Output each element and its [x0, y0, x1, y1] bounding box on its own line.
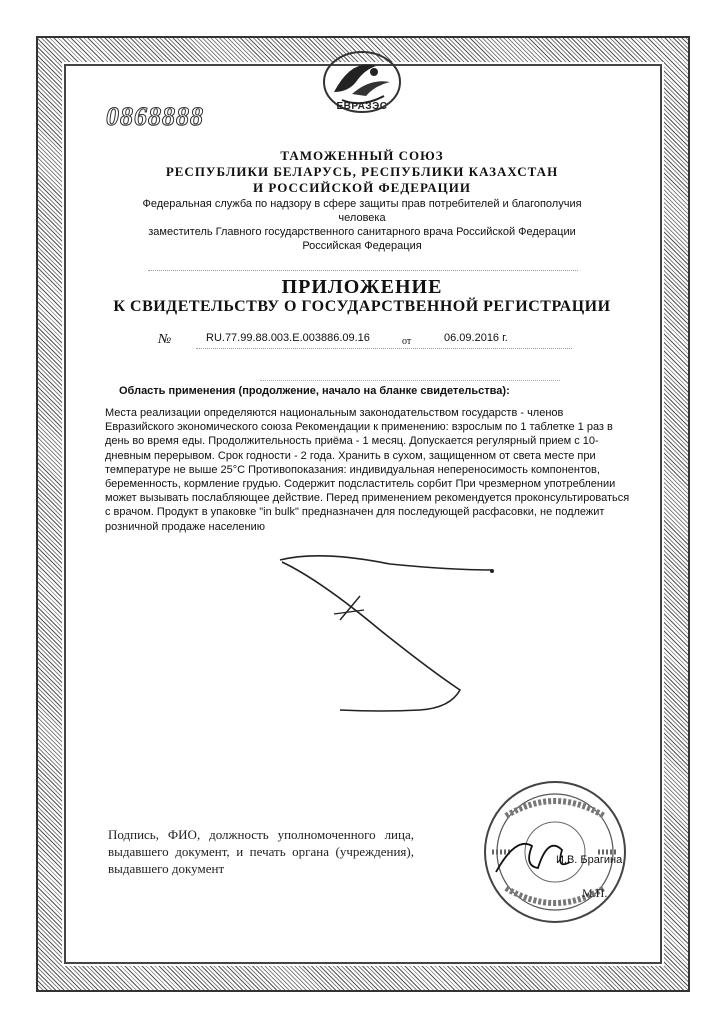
form-serial-number: 0868888	[106, 102, 204, 131]
signatory-name: И.В. Брагина	[556, 854, 623, 866]
registration-number: RU.77.99.88.003.E.003886.09.16	[206, 332, 370, 344]
union-members-line: РЕСПУБЛИКИ БЕЛАРУСЬ, РЕСПУБЛИКИ КАЗАХСТАН	[165, 164, 559, 179]
scope-section	[105, 384, 633, 534]
customs-union-title: ТАМОЖЕННЫЙ СОЮЗ	[280, 148, 444, 163]
registration-date: 06.09.2016 г.	[444, 332, 508, 344]
union-members-line-2: И РОССИЙСКОЙ ФЕДЕРАЦИИ	[253, 180, 471, 195]
scope-text: Места реализации определяются национальным законодательством государств - членов Евразийского экономического союза Рекомендации к применению: взрослым по 1 таблетке 1 раз в день во время еды. Продолжительность приёма - 1 месяц. Допускается регулярный прием с 10-дневным перерывом. Срок годности - 2 года. Хранить в сухом, защищенном от света месте при температуре не выше 25°С Противопоказания: индивидуальная непереносимость компонентов, беременность, кормление грудью. Содержит подсластитель сорбит При чрезмерном употреблении может вызывать послабляющее действие. Перед применением рекомендуется проконсультироваться с врачом. Продукт в упаковке "in bulk" предназначен для последующей расфасовки, не подлежит розничной продаже населению	[105, 407, 630, 533]
annex-title: ПРИЛОЖЕНИЕ	[281, 276, 443, 298]
registration-underline	[196, 348, 572, 349]
agency-country: Российская Федерация	[302, 240, 422, 252]
agency-official: заместитель Главного государственного санитарного врача Российской Федерации	[148, 226, 576, 238]
registration-number-row	[152, 330, 592, 350]
date-prefix: от	[402, 336, 412, 347]
agency-name: Федеральная служба по надзору в сфере защиты прав потребителей и благополучия человека	[142, 198, 582, 224]
scope-heading: Область применения (продолжение, начало на бланке свидетельства):	[119, 385, 510, 397]
issuer-header	[120, 148, 604, 253]
z-signature-mark	[260, 540, 520, 730]
signature-caption: Подпись, ФИО, должность уполномоченного лица, выдавшего документ, и печать органа (учреждения), выдавшего документ	[108, 827, 414, 876]
eurasec-emblem-logo	[312, 48, 412, 124]
divider-line	[148, 270, 578, 271]
seal-place-label: М.П.	[582, 886, 608, 900]
emblem-label: ЕВРАЗЭС	[336, 101, 388, 112]
annex-subtitle: К СВИДЕТЕЛЬСТВУ О ГОСУДАРСТВЕННОЙ РЕГИСТРАЦИИ	[113, 298, 611, 315]
divider-line-2	[260, 380, 560, 381]
official-seal-stamp	[476, 776, 634, 928]
number-sign: №	[158, 332, 172, 347]
